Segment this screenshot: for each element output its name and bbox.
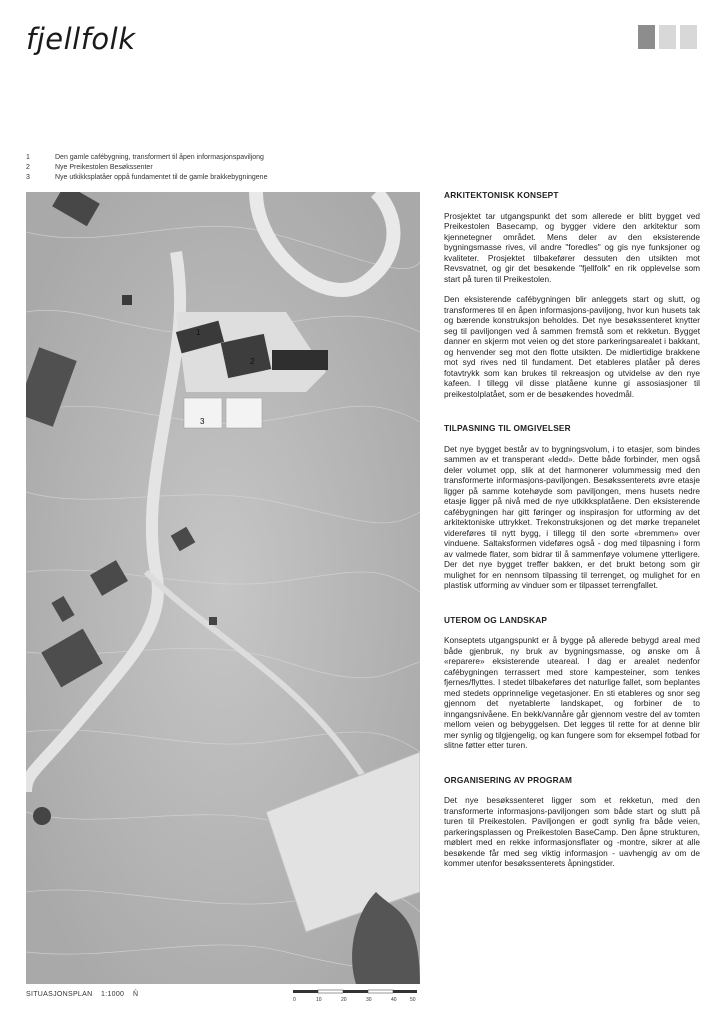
scale-segment <box>343 990 368 993</box>
legend-item <box>26 173 267 183</box>
site-plan-map <box>26 192 420 984</box>
page-marker-2 <box>659 25 676 49</box>
scale-tick-label: 10 <box>316 997 322 1003</box>
legend-text: Nye Preikestolen Besøkssenter <box>55 164 153 171</box>
paragraph: Det nye besøkssenteret ligger som et rekketun, med den transformerte informasjons-paviljongen som både start og slutt på turen til Preikestolen. Paviljongen er godt synlig fra både veien, parkeringsplassen og Preikestolen BaseCamp. Den åpne strukturen, møblert med en rekke informasjonsflater og -montre, sikrer at alle besøkende får med seg viktig informasjon - uavhengig av om de kommer utenfor besøkssenterets åpningstider. <box>444 795 700 868</box>
section-heading: TILPASNING TIL OMGIVELSER <box>444 423 571 433</box>
small-structure-2 <box>209 617 217 625</box>
map-label-2: 2 <box>250 357 255 366</box>
round-structure <box>33 807 51 825</box>
paragraph: Den eksisterende cafébygningen blir anleggets start og slutt, og transformeres til en åpen informasjons-paviljong, hvor kun husets tak og bærende konstruksjon beholdes. Det nye besøkssenteret knytter seg til paviljongen ved å sammen fremstå som et rekketun. Bygget danner en skjerm mot veien og det store parkeringsarealet i bakkant, og henvender seg mot den flotte utsikten. De midlertidige brakkene mot syd rives ned til fundament. Det etableres platåer på deres fotavtrykk som kan brukes til rekreasjon og utvidelse av den nye kafeen. I tillegg vil disse platåene kunne gi assosiasjoner til preikestolplatået, som er de besøkendes hovedmål. <box>444 294 700 399</box>
legend-text: Nye utkikksplatåer oppå fundamentet til de gamle brakkebygningene <box>55 174 268 181</box>
map-scale: 1:1000 <box>101 991 125 998</box>
page-marker-1 <box>638 25 655 49</box>
scale-tick-label: 50 <box>410 997 416 1003</box>
paragraph: Prosjektet tar utgangspunkt det som allerede er blitt bygget ved Preikestolen Basecamp, og bygger videre den arkitektur som kjennetegner området. Mens deler av den eksisterende bygningsmasse rives, vil andre "foredles" og gis nye funksjoner og kvaliteter. Prosjektet tilbakefører dessuten den utsikten mot Revsvatnet, og gir det besøkende "fjellfolk" en rik opplevelse som start på turen til Preikestolen. <box>444 210 700 284</box>
scale-tick-label: 20 <box>341 997 347 1003</box>
legend-number: 1 <box>26 154 30 161</box>
scale-segment <box>318 990 343 993</box>
scale-segment <box>393 990 417 993</box>
scale-bar <box>293 988 418 1004</box>
legend-text: Den gamle cafébygning, transformert til åpen informasjonspaviljong <box>55 154 264 161</box>
section-adaptation <box>444 423 700 591</box>
section-heading: ORGANISERING AV PROGRAM <box>444 774 573 785</box>
legend-number: 3 <box>26 174 30 181</box>
logo-text: fjellfolk <box>26 22 136 56</box>
scale-segment <box>293 990 318 993</box>
legend-item <box>26 163 267 173</box>
scale-tick-label: 40 <box>391 997 397 1003</box>
page-marker-squares <box>638 25 697 49</box>
north-icon: N̂ <box>133 991 139 998</box>
legend-item <box>26 153 267 163</box>
scale-tick-label: 0 <box>293 997 296 1003</box>
building-2-wing <box>272 350 328 370</box>
map-label-3: 3 <box>200 417 205 426</box>
legend <box>26 153 267 183</box>
site-plan-drawing <box>26 192 420 984</box>
section-heading: ARKITEKTONISK KONSEPT <box>444 190 559 200</box>
section-outdoor-landscape <box>444 615 700 751</box>
scale-tick-label: 30 <box>366 997 372 1003</box>
section-program-organization <box>444 775 700 869</box>
paragraph: Det nye bygget består av to bygningsvolum, i to etasjer, som bindes sammen av et transperant «ledd». Dette både forbinder, men også deler volumet opp, slik at det harmonerer volummessig med den transformerte informasjons-paviljongen. Besøkssenterets øvre etasje ligger på samme kotehøyde som paviljongen, mens husets nedre etasje ligger på nivå med de nye utkikksplatåene. Den eksisterende cafébygningen har gitt føringer og inspirasjon for utforming av det arkitektoniske uttrykket. Trekonstruksjonen og det mørke trepanelet videreføres til nytt bygg, i tillegg til den sorte «bremmen» over vinduene. Saltaksformen videføres også - dog med tilpasning i form av valmede flater, som bidrar til å sammenføye volumene ytterligere. Der det nye bygget treffer bakken, er det brukt betong som gir mulighet for en nennsom tilpassing til terrenget, og mulighet for en plastisk utforming av vinduer som er tilpasset terrengfallet. <box>444 443 700 590</box>
paragraph: Konseptets utgangspunkt er å bygge på allerede bebygd areal med både gjenbruk, ny bruk av bygningsmasse, og ønske om å «reparere» eksisterende uteareal. I dag er arealet nedenfor cafébygningen terrassert med store kampesteiner, som tenkes fjernes/flyttes. I stedet tilbakeføres det naturlige fallet, som beplantes med stedets opprinnelige vegetasjoner. En sti etableres og snor seg gjennom det nyetablerte landskapet, og forbiner de to inngangsnivåene. En bekk/vannåre går gjennom vestre del av tomten mellom veien og bebyggelsen. Det legges til rette for at denne blir mer synlig og tilgjengelig, og kan fungere som for eksempel fotbad for slitne føtter etter turen. <box>444 635 700 750</box>
platform-3b <box>226 398 262 428</box>
map-title: SITUASJONSPLAN <box>26 991 93 998</box>
section-architectural-concept <box>444 190 700 399</box>
scale-bar-drawing <box>293 988 418 1004</box>
page-marker-3 <box>680 25 697 49</box>
small-structure <box>122 295 132 305</box>
map-label-1: 1 <box>196 328 201 337</box>
scale-segment <box>368 990 393 993</box>
section-heading: UTEROM OG LANDSKAP <box>444 614 548 625</box>
legend-number: 2 <box>26 164 30 171</box>
text-column <box>444 190 700 893</box>
